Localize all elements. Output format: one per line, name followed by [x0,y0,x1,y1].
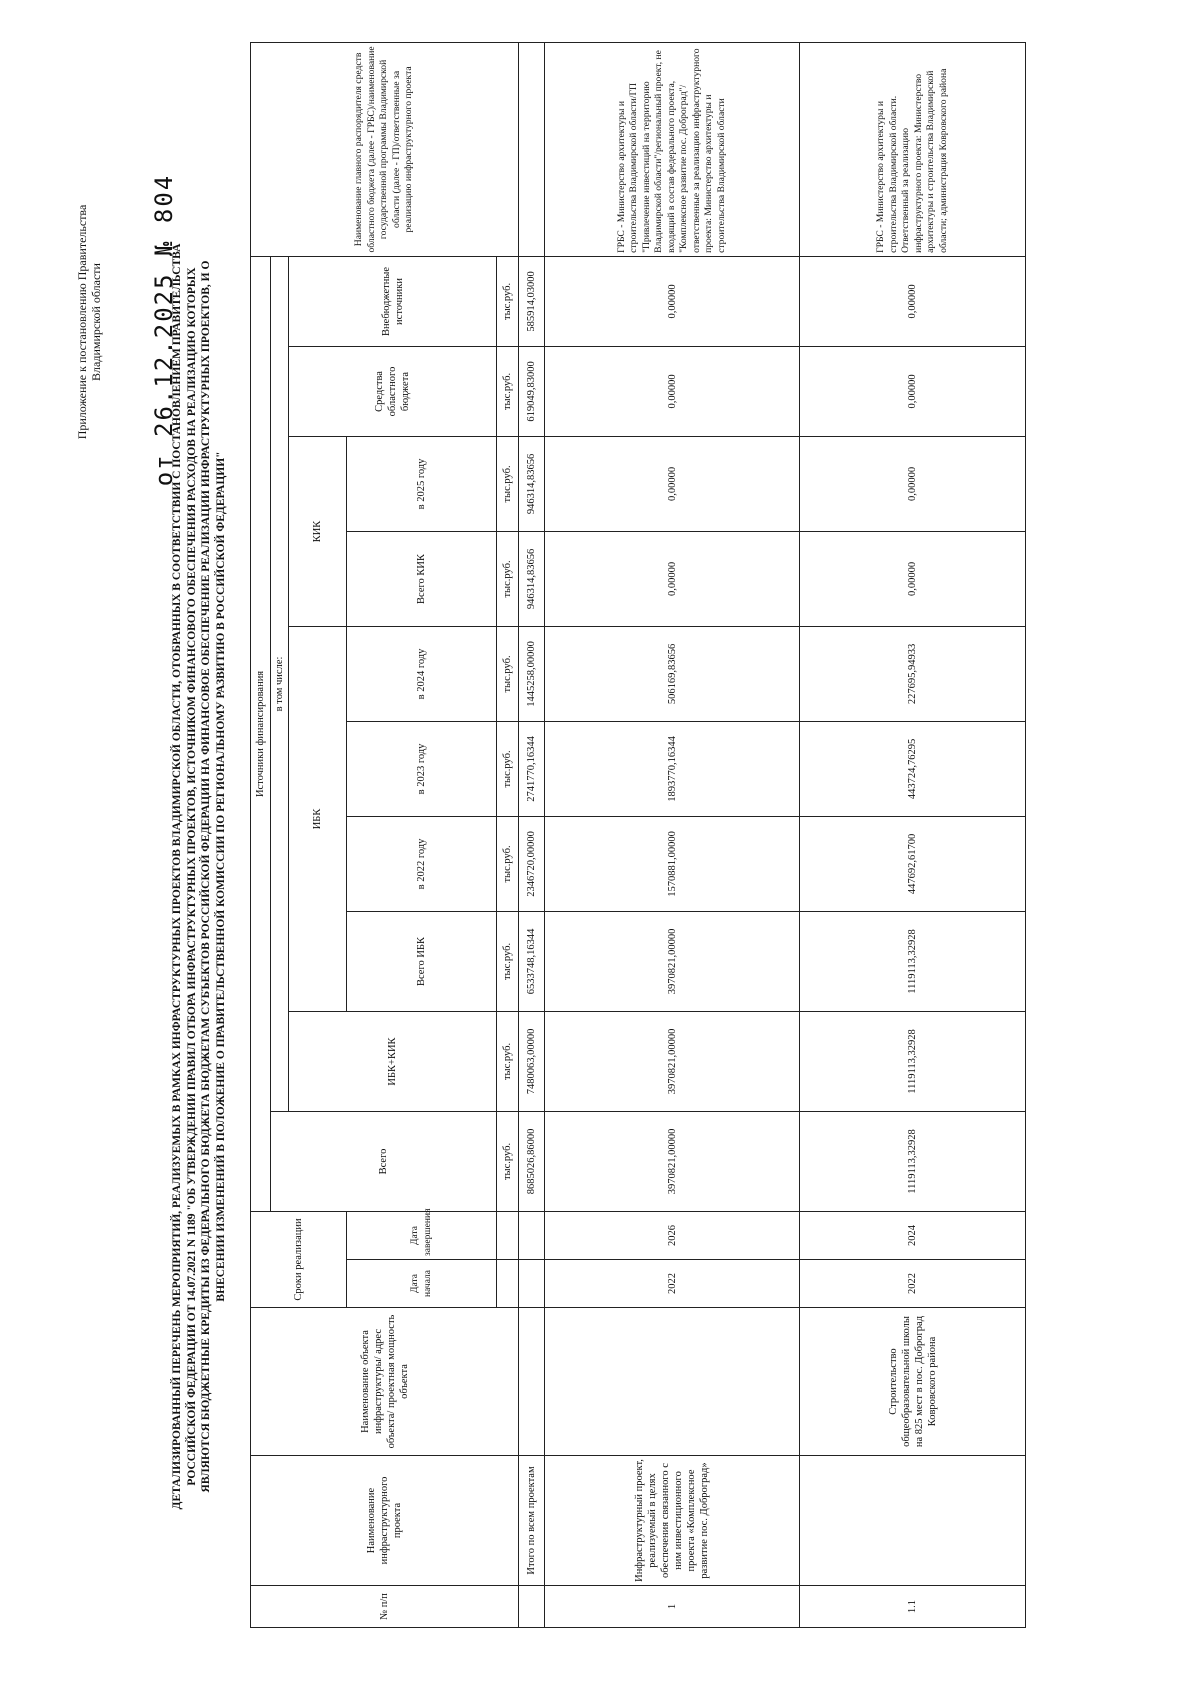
cell-2024: 227695,94933 [800,626,1026,721]
cell-2023: 443724,76295 [800,721,1026,816]
header-terms: Сроки реализации [251,1211,347,1307]
header-2022: в 2022 году [347,816,497,911]
header-2023: в 2023 году [347,721,497,816]
appendix-line-1: Приложение к постановлению Правительства [75,204,89,440]
cell-kik-total: 0,00000 [545,531,800,626]
cell-num: 1.1 [800,1586,1026,1628]
cell-ibk-total: 6533748,16344 [519,911,545,1011]
cell-2024: 1445258,00000 [519,626,545,721]
cell-total: 3970821,00000 [545,1111,800,1211]
unit-cell [497,1211,519,1259]
cell-grbs: ГРБС - Министерство архитектуры и строительства Владимирской области. Ответственный за реализацию инфраструктурного проекта: Министерство архитектуры и строительства Владимирской области; администрация Ковровского района [800,42,1026,256]
header-end: Дата завершения [347,1211,497,1259]
cell-object [519,1308,545,1456]
cell-kik-total: 0,00000 [800,531,1026,626]
appendix-line-2: Владимирской области [89,263,103,381]
header-project-name: Наименование инфраструктурного проекта [251,1456,519,1586]
cell-extra: 0,00000 [545,256,800,346]
appendix-block [75,92,103,552]
header-total: Всего [271,1111,497,1211]
cell-object [545,1308,800,1456]
unit-2023: тыс.руб. [497,721,519,816]
header-kik: КИК [289,436,347,626]
unit-2025: тыс.руб. [497,436,519,531]
cell-regional: 619049,83000 [519,346,545,436]
cell-end: 2026 [545,1211,800,1259]
cell-start: 2022 [545,1260,800,1308]
cell-ibk-kik: 7480063,00000 [519,1011,545,1111]
cell-2025: 0,00000 [800,436,1026,531]
unit-total: тыс.руб. [497,1111,519,1211]
cell-2023: 1893770,16344 [545,721,800,816]
unit-ibk-kik: тыс.руб. [497,1011,519,1111]
cell-2022: 2346720,00000 [519,816,545,911]
header-regional: Средства областного бюджета [289,346,497,436]
header-2025: в 2025 году [347,436,497,531]
cell-start [519,1260,545,1308]
cell-ibk-total: 3970821,00000 [545,911,800,1011]
cell-ibk-kik: 3970821,00000 [545,1011,800,1111]
header-sources: Источники финансирования [251,256,271,1211]
cell-project: Инфраструктурный проект, реализуемый в целях обеспечения связанного с ним инвестиционного проекта «Комплексное развитие пос. Доброград» [545,1456,800,1586]
cell-ibk-kik: 1119113,32928 [800,1011,1026,1111]
cell-2025: 946314,83656 [519,436,545,531]
unit-extra: тыс.руб. [497,256,519,346]
cell-extra: 0,00000 [800,256,1026,346]
header-ibk-kik: ИБК+КИК [289,1011,497,1111]
unit-2024: тыс.руб. [497,626,519,721]
unit-regional: тыс.руб. [497,346,519,436]
table-row-object-1-1 [800,42,1026,1627]
cell-regional: 0,00000 [800,346,1026,436]
cell-project: Итого по всем проектам [519,1456,545,1586]
cell-grbs: ГРБС - Министерство архитектуры и строительства Владимирской области/ГП "Привлечение инвестиций на территорию Владимирской области"/региональный проект, не входящий в состав федерального проекта, "Комплексное развитие пос. Доброград"/ответственные за реализацию инфраструктурного проекта: Министерство архитектуры и строительства Владимирской области [545,42,800,256]
cell-object: Строительство общеобразовательной школы на 825 мест в пос. Доброград Ковровского района [800,1308,1026,1456]
table-row-total [519,42,545,1627]
projects-table [250,42,1026,1628]
unit-2022: тыс.руб. [497,816,519,911]
document-date-number: от 26.12.2025 № 804 [150,173,178,487]
header-kik-total: Всего КИК [347,531,497,626]
header-ibk: ИБК [289,626,347,1011]
cell-2022: 447692,61700 [800,816,1026,911]
document-title: ДЕТАЛИЗИРОВАННЫЙ ПЕРЕЧЕНЬ МЕРОПРИЯТИЙ, РЕАЛИЗУЕМЫХ В РАМКАХ ИНФРАСТРУКТУРНЫХ ПРОЕКТОВ ВЛАДИМИРСКОЙ ОБЛАСТИ, ОТОБРАННЫХ В СООТВЕТСТВИИ С ПОСТАНОВЛЕНИЕМ ПРАВИТЕЛЬСТВА РОССИЙСКОЙ ФЕДЕРАЦИИ ОТ 14.07.2021 N 1189 "ОБ УТВЕРЖДЕНИИ ПРАВИЛ ОТБОРА ИНФРАСТРУКТУРНЫХ ПРОЕКТОВ, ИСТОЧНИКОМ ФИНАНСОВОГО ОБЕСПЕЧЕНИЯ РАСХОДОВ НА РЕАЛИЗАЦИЮ КОТОРЫХ ЯВЛЯЮТСЯ БЮДЖЕТНЫЕ КРЕДИТЫ ИЗ ФЕДЕРАЛЬНОГО БЮДЖЕТА БЮДЖЕТАМ СУБЪЕКТОВ РОССИЙСКОЙ ФЕДЕРАЦИИ НА ФИНАНСОВОЕ ОБЕСПЕЧЕНИЕ РЕАЛИЗАЦИИ ИНФРАСТРУКТУРНЫХ ПРОЕКТОВ, И О ВНЕСЕНИИ ИЗМЕНЕНИЙ В ПОЛОЖЕНИЕ О ПРАВИТЕЛЬСТВЕННОЙ КОМИССИИ ПО РЕГИОНАЛЬНОМУ РАЗВИТИЮ В РОССИЙСКОЙ ФЕДЕРАЦИИ" [171,243,227,1510]
cell-total: 1119113,32928 [800,1111,1026,1211]
cell-end [519,1211,545,1259]
cell-end: 2024 [800,1211,1026,1259]
header-start: Дата начала [347,1260,497,1308]
unit-ibk-total: тыс.руб. [497,911,519,1011]
unit-kik-total: тыс.руб. [497,531,519,626]
unit-cell [497,1260,519,1308]
cell-num [519,1586,545,1628]
header-num: № п/п [251,1586,519,1628]
cell-extra: 585914,03000 [519,256,545,346]
header-extra: Внебюджетные источники [289,256,497,346]
cell-2024: 506169,83656 [545,626,800,721]
header-incl: в том числе: [271,256,289,1111]
header-grbs: Наименование главного распорядителя средств областного бюджета (далее - ГРБС)/наименование государственной программы Владимирской области (далее - ГП)/ответственные за реализацию инфраструктурного проекта [251,42,519,256]
table-row-project-1 [545,42,800,1627]
cell-regional: 0,00000 [545,346,800,436]
header-2024: в 2024 году [347,626,497,721]
cell-grbs [519,42,545,256]
header-ibk-total: Всего ИБК [347,911,497,1011]
cell-2022: 1570881,00000 [545,816,800,911]
cell-start: 2022 [800,1260,1026,1308]
cell-2025: 0,00000 [545,436,800,531]
cell-2023: 2741770,16344 [519,721,545,816]
cell-kik-total: 946314,83656 [519,531,545,626]
cell-num: 1 [545,1586,800,1628]
cell-ibk-total: 1119113,32928 [800,911,1026,1011]
cell-project [800,1456,1026,1586]
cell-total: 8685026,86000 [519,1111,545,1211]
header-object-name: Наименование объекта инфраструктуры/ адрес объекта/ проектная мощность объекта [251,1308,519,1456]
